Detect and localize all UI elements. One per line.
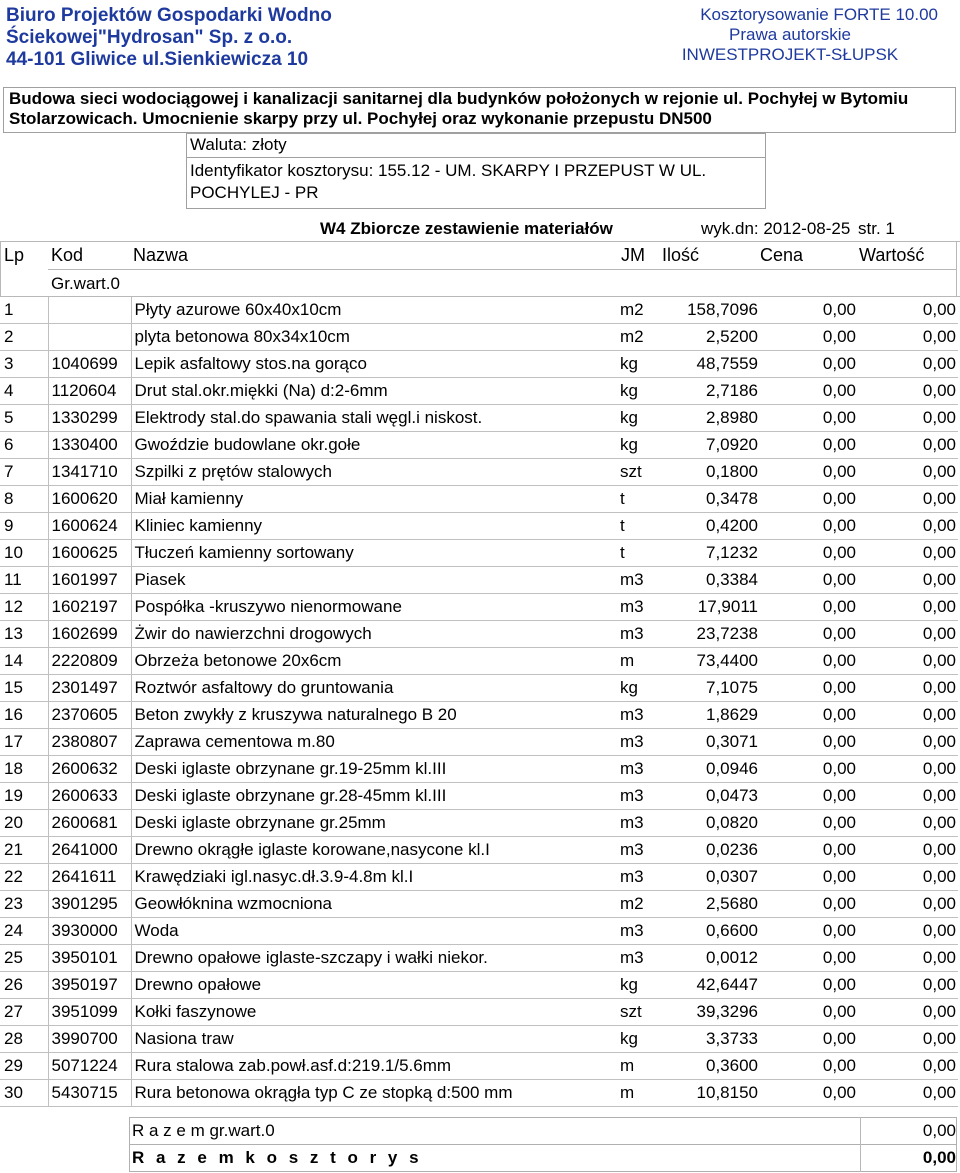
row-lp: 16 (0, 702, 48, 729)
row-code: 1600624 (48, 513, 131, 540)
row-value: 0,00 (858, 729, 958, 756)
table-row (0, 891, 958, 918)
row-lp: 26 (0, 972, 48, 999)
row-code: 1601997 (48, 567, 131, 594)
row-quantity: 0,0236 (660, 837, 760, 864)
row-value: 0,00 (858, 405, 958, 432)
row-value: 0,00 (858, 837, 958, 864)
row-name: Beton zwykły z kruszywa naturalnego B 20 (131, 702, 620, 729)
row-code: 1330400 (48, 432, 131, 459)
row-value: 0,00 (858, 594, 958, 621)
table-row (0, 378, 958, 405)
row-code: 1602699 (48, 621, 131, 648)
row-unit: szt (620, 999, 660, 1026)
row-unit: kg (620, 972, 660, 999)
row-lp: 15 (0, 675, 48, 702)
table-row (0, 540, 958, 567)
row-code: 2641000 (48, 837, 131, 864)
row-quantity: 0,3384 (660, 567, 760, 594)
table-row (0, 567, 958, 594)
column-header-kod: Kod (51, 245, 84, 265)
row-quantity: 42,6447 (660, 972, 760, 999)
row-quantity: 39,3296 (660, 999, 760, 1026)
row-quantity: 3,3733 (660, 1026, 760, 1053)
row-price: 0,00 (760, 756, 858, 783)
row-lp: 13 (0, 621, 48, 648)
row-lp: 4 (0, 378, 48, 405)
row-quantity: 48,7559 (660, 351, 760, 378)
row-quantity: 10,8150 (660, 1080, 760, 1107)
row-unit: m2 (620, 891, 660, 918)
row-price: 0,00 (760, 297, 858, 324)
row-value: 0,00 (858, 972, 958, 999)
row-lp: 30 (0, 1080, 48, 1107)
row-value: 0,00 (858, 486, 958, 513)
row-price: 0,00 (760, 918, 858, 945)
row-code: 2220809 (48, 648, 131, 675)
row-price: 0,00 (760, 702, 858, 729)
row-value: 0,00 (858, 945, 958, 972)
row-price: 0,00 (760, 351, 858, 378)
row-lp: 18 (0, 756, 48, 783)
row-value: 0,00 (858, 513, 958, 540)
table-row (0, 432, 958, 459)
table-row (0, 972, 958, 999)
row-code: 1120604 (48, 378, 131, 405)
row-price: 0,00 (760, 729, 858, 756)
row-quantity: 0,4200 (660, 513, 760, 540)
row-price: 0,00 (760, 891, 858, 918)
row-price: 0,00 (760, 783, 858, 810)
table-row (0, 702, 958, 729)
header-mid-rule (48, 269, 957, 270)
row-quantity: 1,8629 (660, 702, 760, 729)
row-value: 0,00 (858, 864, 958, 891)
row-name: Rura stalowa zab.powł.asf.d:219.1/5.6mm (131, 1053, 620, 1080)
table-row (0, 999, 958, 1026)
row-name: Miał kamienny (131, 486, 620, 513)
row-unit: m2 (620, 297, 660, 324)
row-quantity: 0,0473 (660, 783, 760, 810)
row-code: 3901295 (48, 891, 131, 918)
row-value: 0,00 (858, 621, 958, 648)
page-number: str. 1 (858, 219, 895, 238)
grand-total-value: 0,00 (922, 1148, 956, 1167)
table-row (0, 756, 958, 783)
row-code: 1341710 (48, 459, 131, 486)
row-lp: 25 (0, 945, 48, 972)
row-lp: 5 (0, 405, 48, 432)
estimate-identifier (186, 157, 766, 209)
row-price: 0,00 (760, 675, 858, 702)
row-name: Szpilki z prętów stalowych (131, 459, 620, 486)
row-lp: 22 (0, 864, 48, 891)
row-name: Drewno opałowe iglaste-szczapy i wałki niekor. (131, 945, 620, 972)
row-lp: 8 (0, 486, 48, 513)
row-price: 0,00 (760, 945, 858, 972)
row-price: 0,00 (760, 324, 858, 351)
row-code: 3930000 (48, 918, 131, 945)
column-header-lp: Lp (4, 245, 25, 265)
row-name: Lepik asfaltowy stos.na gorąco (131, 351, 620, 378)
row-code: 2301497 (48, 675, 131, 702)
row-value: 0,00 (858, 756, 958, 783)
row-lp: 21 (0, 837, 48, 864)
row-unit: szt (620, 459, 660, 486)
row-unit: m3 (620, 729, 660, 756)
row-code: 2600633 (48, 783, 131, 810)
table-row (0, 351, 958, 378)
row-unit: m3 (620, 783, 660, 810)
row-code: 3950101 (48, 945, 131, 972)
software-header (620, 5, 960, 65)
row-value: 0,00 (858, 351, 958, 378)
row-quantity: 7,1075 (660, 675, 760, 702)
row-lp: 29 (0, 1053, 48, 1080)
row-name: Roztwór asfaltowy do gruntowania (131, 675, 620, 702)
row-unit: m3 (620, 918, 660, 945)
row-price: 0,00 (760, 837, 858, 864)
header-left-rule (0, 241, 1, 297)
row-unit: kg (620, 351, 660, 378)
value-group-label: Gr.wart.0 (51, 274, 120, 293)
row-unit: m3 (620, 702, 660, 729)
row-unit: kg (620, 432, 660, 459)
row-code: 1330299 (48, 405, 131, 432)
row-unit: m2 (620, 324, 660, 351)
table-row (0, 783, 958, 810)
table-row (0, 675, 958, 702)
row-lp: 17 (0, 729, 48, 756)
table-row (0, 1053, 958, 1080)
row-price: 0,00 (760, 567, 858, 594)
row-unit: m3 (620, 594, 660, 621)
row-quantity: 0,0820 (660, 810, 760, 837)
row-unit: t (620, 540, 660, 567)
row-price: 0,00 (760, 513, 858, 540)
row-quantity: 0,3600 (660, 1053, 760, 1080)
row-quantity: 2,7186 (660, 378, 760, 405)
table-row (0, 810, 958, 837)
row-quantity: 0,0946 (660, 756, 760, 783)
row-price: 0,00 (760, 405, 858, 432)
row-name: Deski iglaste obrzynane gr.25mm (131, 810, 620, 837)
row-name: Gwoździe budowlane okr.gołe (131, 432, 620, 459)
row-value: 0,00 (858, 999, 958, 1026)
row-price: 0,00 (760, 972, 858, 999)
row-quantity: 73,4400 (660, 648, 760, 675)
row-code: 1600620 (48, 486, 131, 513)
row-quantity: 23,7238 (660, 621, 760, 648)
row-code: 2600681 (48, 810, 131, 837)
row-unit: m3 (620, 837, 660, 864)
row-quantity: 0,0307 (660, 864, 760, 891)
column-header-jm: JM (621, 245, 645, 265)
row-price: 0,00 (760, 1080, 858, 1107)
row-name: Drewno opałowe (131, 972, 620, 999)
row-value: 0,00 (858, 918, 958, 945)
software-name: Kosztorysowanie FORTE 10.00 (700, 5, 938, 24)
row-price: 0,00 (760, 864, 858, 891)
row-value: 0,00 (858, 459, 958, 486)
row-value: 0,00 (858, 378, 958, 405)
row-code (48, 324, 131, 351)
row-value: 0,00 (858, 702, 958, 729)
row-lp: 11 (0, 567, 48, 594)
row-lp: 2 (0, 324, 48, 351)
row-unit: m (620, 1053, 660, 1080)
row-lp: 27 (0, 999, 48, 1026)
row-name: Geowłóknina wzmocniona (131, 891, 620, 918)
row-value: 0,00 (858, 1053, 958, 1080)
header-top-rule (0, 241, 960, 242)
row-lp: 20 (0, 810, 48, 837)
row-value: 0,00 (858, 567, 958, 594)
currency-label: Waluta: złoty (186, 133, 766, 157)
copyright-label: Prawa autorskie (729, 25, 851, 44)
row-name: Deski iglaste obrzynane gr.19-25mm kl.III (131, 756, 620, 783)
estimate-identifier-line1: Identyfikator kosztorysu: 155.12 - UM. SKARPY I PRZEPUST W UL. (190, 161, 707, 180)
row-code: 2600632 (48, 756, 131, 783)
row-unit: m3 (620, 810, 660, 837)
row-value: 0,00 (858, 810, 958, 837)
row-code: 1600625 (48, 540, 131, 567)
row-name: Tłuczeń kamienny sortowany (131, 540, 620, 567)
row-quantity: 0,1800 (660, 459, 760, 486)
column-header-ilosc: Ilość (662, 245, 700, 265)
group-total-label: R a z e m gr.wart.0 (132, 1121, 275, 1140)
column-header-cena: Cena (760, 245, 804, 265)
row-unit: m3 (620, 567, 660, 594)
table-row (0, 594, 958, 621)
table-row (0, 486, 958, 513)
row-name: Piasek (131, 567, 620, 594)
table-row (0, 648, 958, 675)
row-unit: kg (620, 378, 660, 405)
table-row (0, 864, 958, 891)
company-name-line1: Biuro Projektów Gospodarki Wodno (6, 5, 332, 26)
row-code (48, 297, 131, 324)
row-name: Deski iglaste obrzynane gr.28-45mm kl.III (131, 783, 620, 810)
row-quantity: 2,5200 (660, 324, 760, 351)
row-lp: 24 (0, 918, 48, 945)
company-header (6, 5, 332, 71)
row-unit: t (620, 513, 660, 540)
row-lp: 7 (0, 459, 48, 486)
row-unit: t (620, 486, 660, 513)
grand-total-label: R a z e m k o s z t o r y s (132, 1148, 423, 1167)
report-date: wyk.dn: 2012-08-25 (701, 219, 851, 238)
row-price: 0,00 (760, 810, 858, 837)
estimate-identifier-line2: POCHYLEJ - PR (190, 183, 319, 202)
row-value: 0,00 (858, 324, 958, 351)
row-lp: 19 (0, 783, 48, 810)
row-unit: m3 (620, 621, 660, 648)
row-name: Pospółka -kruszywo nienormowane (131, 594, 620, 621)
row-code: 2370605 (48, 702, 131, 729)
row-quantity: 0,3478 (660, 486, 760, 513)
row-value: 0,00 (858, 783, 958, 810)
column-header-wartosc: Wartość (859, 245, 925, 265)
materials-table-body (0, 297, 958, 1107)
company-name-line2: Ściekowej"Hydrosan" Sp. z o.o. (6, 27, 293, 48)
row-quantity: 0,6600 (660, 918, 760, 945)
row-price: 0,00 (760, 486, 858, 513)
row-value: 0,00 (858, 675, 958, 702)
row-price: 0,00 (760, 999, 858, 1026)
row-name: Krawędziaki igl.nasyc.dł.3.9-4.8m kl.I (131, 864, 620, 891)
row-quantity: 2,8980 (660, 405, 760, 432)
row-unit: m (620, 648, 660, 675)
row-code: 2380807 (48, 729, 131, 756)
row-value: 0,00 (858, 891, 958, 918)
row-lp: 14 (0, 648, 48, 675)
row-lp: 3 (0, 351, 48, 378)
row-unit: kg (620, 1026, 660, 1053)
row-unit: kg (620, 675, 660, 702)
row-price: 0,00 (760, 621, 858, 648)
row-lp: 1 (0, 297, 48, 324)
row-name: Nasiona traw (131, 1026, 620, 1053)
row-name: Woda (131, 918, 620, 945)
company-address: 44-101 Gliwice ul.Sienkiewicza 10 (6, 49, 309, 70)
table-row (0, 1080, 958, 1107)
table-row (0, 945, 958, 972)
row-unit: m3 (620, 756, 660, 783)
row-name: plyta betonowa 80x34x10cm (131, 324, 620, 351)
row-name: Kliniec kamienny (131, 513, 620, 540)
row-code: 2641611 (48, 864, 131, 891)
row-unit: m3 (620, 864, 660, 891)
row-price: 0,00 (760, 459, 858, 486)
row-lp: 6 (0, 432, 48, 459)
row-name: Elektrody stal.do spawania stali węgl.i niskost. (131, 405, 620, 432)
row-price: 0,00 (760, 1053, 858, 1080)
row-value: 0,00 (858, 432, 958, 459)
report-title: W4 Zbiorcze zestawienie materiałów (320, 219, 613, 238)
row-name: Kołki faszynowe (131, 999, 620, 1026)
row-name: Płyty azurowe 60x40x10cm (131, 297, 620, 324)
table-row (0, 729, 958, 756)
table-row (0, 324, 958, 351)
row-name: Rura betonowa okrągła typ C ze stopką d:500 mm (131, 1080, 620, 1107)
row-lp: 9 (0, 513, 48, 540)
row-lp: 23 (0, 891, 48, 918)
row-price: 0,00 (760, 378, 858, 405)
row-quantity: 17,9011 (660, 594, 760, 621)
row-code: 3950197 (48, 972, 131, 999)
row-lp: 10 (0, 540, 48, 567)
table-row (0, 513, 958, 540)
row-price: 0,00 (760, 540, 858, 567)
row-quantity: 7,0920 (660, 432, 760, 459)
row-name: Drewno okrągłe iglaste korowane,nasycone kl.I (131, 837, 620, 864)
row-quantity: 158,7096 (660, 297, 760, 324)
row-code: 5071224 (48, 1053, 131, 1080)
row-code: 5430715 (48, 1080, 131, 1107)
row-lp: 12 (0, 594, 48, 621)
table-row (0, 405, 958, 432)
row-lp: 28 (0, 1026, 48, 1053)
table-row (0, 297, 958, 324)
table-row (0, 621, 958, 648)
table-row (0, 918, 958, 945)
row-code: 3951099 (48, 999, 131, 1026)
row-name: Drut stal.okr.miękki (Na) d:2-6mm (131, 378, 620, 405)
table-row (0, 837, 958, 864)
row-value: 0,00 (858, 1080, 958, 1107)
row-name: Żwir do nawierzchni drogowych (131, 621, 620, 648)
row-name: Zaprawa cementowa m.80 (131, 729, 620, 756)
row-code: 3990700 (48, 1026, 131, 1053)
project-title: Budowa sieci wodociągowej i kanalizacji sanitarnej dla budynków położonych w rejonie ul. Pochyłej w Bytomiu Stolarzowicach. Umocnienie skarpy przy ul. Pochyłej oraz wykonanie przepustu DN500 (3, 87, 956, 133)
totals-divider (860, 1117, 861, 1172)
row-code: 1602197 (48, 594, 131, 621)
row-quantity: 7,1232 (660, 540, 760, 567)
group-total-value: 0,00 (922, 1121, 956, 1140)
column-header-nazwa: Nazwa (133, 245, 189, 265)
row-price: 0,00 (760, 648, 858, 675)
row-quantity: 0,3071 (660, 729, 760, 756)
row-value: 0,00 (858, 297, 958, 324)
row-unit: m (620, 1080, 660, 1107)
row-price: 0,00 (760, 594, 858, 621)
row-price: 0,00 (760, 1026, 858, 1053)
row-unit: m3 (620, 945, 660, 972)
row-name: Obrzeża betonowe 20x6cm (131, 648, 620, 675)
table-row (0, 1026, 958, 1053)
row-quantity: 0,0012 (660, 945, 760, 972)
row-unit: kg (620, 405, 660, 432)
row-value: 0,00 (858, 648, 958, 675)
row-code: 1040699 (48, 351, 131, 378)
row-value: 0,00 (858, 540, 958, 567)
materials-table (0, 297, 958, 1107)
row-quantity: 2,5680 (660, 891, 760, 918)
table-row (0, 459, 958, 486)
row-value: 0,00 (858, 1026, 958, 1053)
copyright-owner: INWESTPROJEKT-SŁUPSK (681, 45, 899, 64)
row-price: 0,00 (760, 432, 858, 459)
